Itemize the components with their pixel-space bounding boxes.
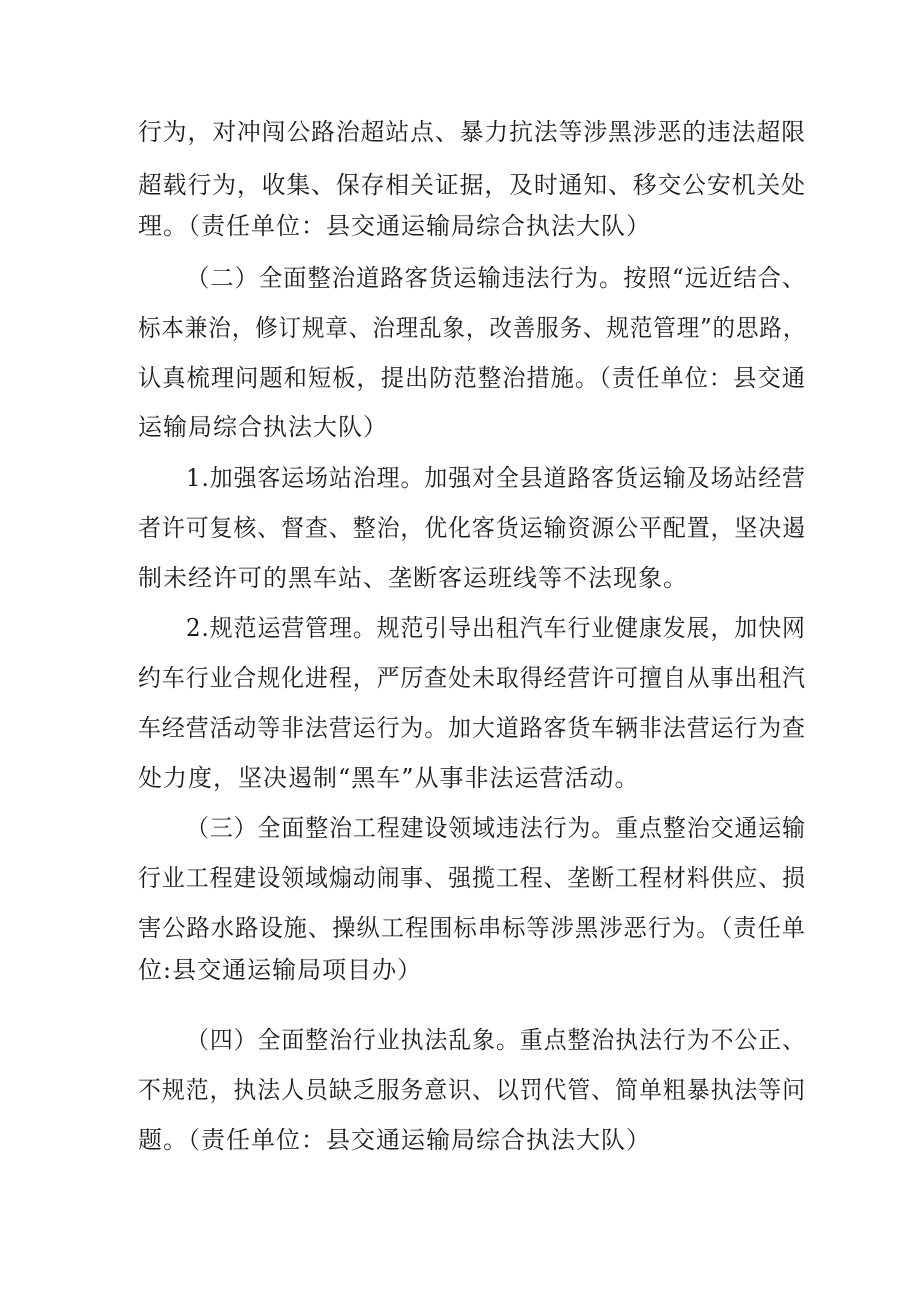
text-line: 制未经许可的黑车站、垄断客运班线等不法现象。 — [138, 564, 688, 592]
text-line: 行为，对冲闯公路治超站点、暴力抗法等涉黑涉恶的违法超限 — [138, 118, 806, 146]
text-line: 认真梳理问题和短板，提出防范整治措施。（责任单位：县交通 — [138, 364, 806, 392]
text-line: 题。（责任单位：县交通运输局综合执法大队） — [138, 1126, 651, 1154]
text-line: 2.规范运营管理。规范引导出租汽车行业健康发展，加快网 — [186, 614, 806, 642]
text-line: 标本兼治，修订规章、治理乱象，改善服务、规范管理”的思路， — [138, 314, 807, 342]
text-line: （二）全面整治道路客货运输违法行为。按照“远近结合、 — [186, 264, 807, 292]
text-line: 害公路水路设施、操纵工程围标串标等涉黑涉恶行为。（责任单 — [138, 914, 806, 942]
text-line: 约车行业合规化进程，严厉查处未取得经营许可擅自从事出租汽 — [138, 664, 806, 692]
text-line: （三）全面整治工程建设领域违法行为。重点整治交通运输 — [186, 814, 806, 842]
text-line: 超载行为，收集、保存相关证据，及时通知、移交公安机关处 — [138, 171, 806, 199]
text-line: 1.加强客运场站治理。加强对全县道路客货运输及场站经营 — [186, 464, 806, 492]
text-line: 理。（责任单位：县交通运输局综合执法大队） — [138, 212, 651, 240]
text-line: 处力度，坚决遏制“黑车”从事非法运营活动。 — [138, 764, 640, 792]
text-line: 行业工程建设领域煽动闹事、强揽工程、垄断工程材料供应、损 — [138, 864, 806, 892]
text-line: 位:县交通运输局项目办） — [138, 956, 423, 984]
text-line: 者许可复核、督查、整治，优化客货运输资源公平配置，坚决遏 — [138, 514, 806, 542]
text-line: （四）全面整治行业执法乱象。重点整治执法行为不公正、 — [186, 1026, 806, 1054]
text-line: 不规范，执法人员缺乏服务意识、以罚代管、简单粗暴执法等问 — [138, 1076, 806, 1104]
text-line: 运输局综合执法大队） — [138, 413, 388, 441]
text-line: 车经营活动等非法营运行为。加大道路客货车辆非法营运行为查 — [138, 714, 806, 742]
